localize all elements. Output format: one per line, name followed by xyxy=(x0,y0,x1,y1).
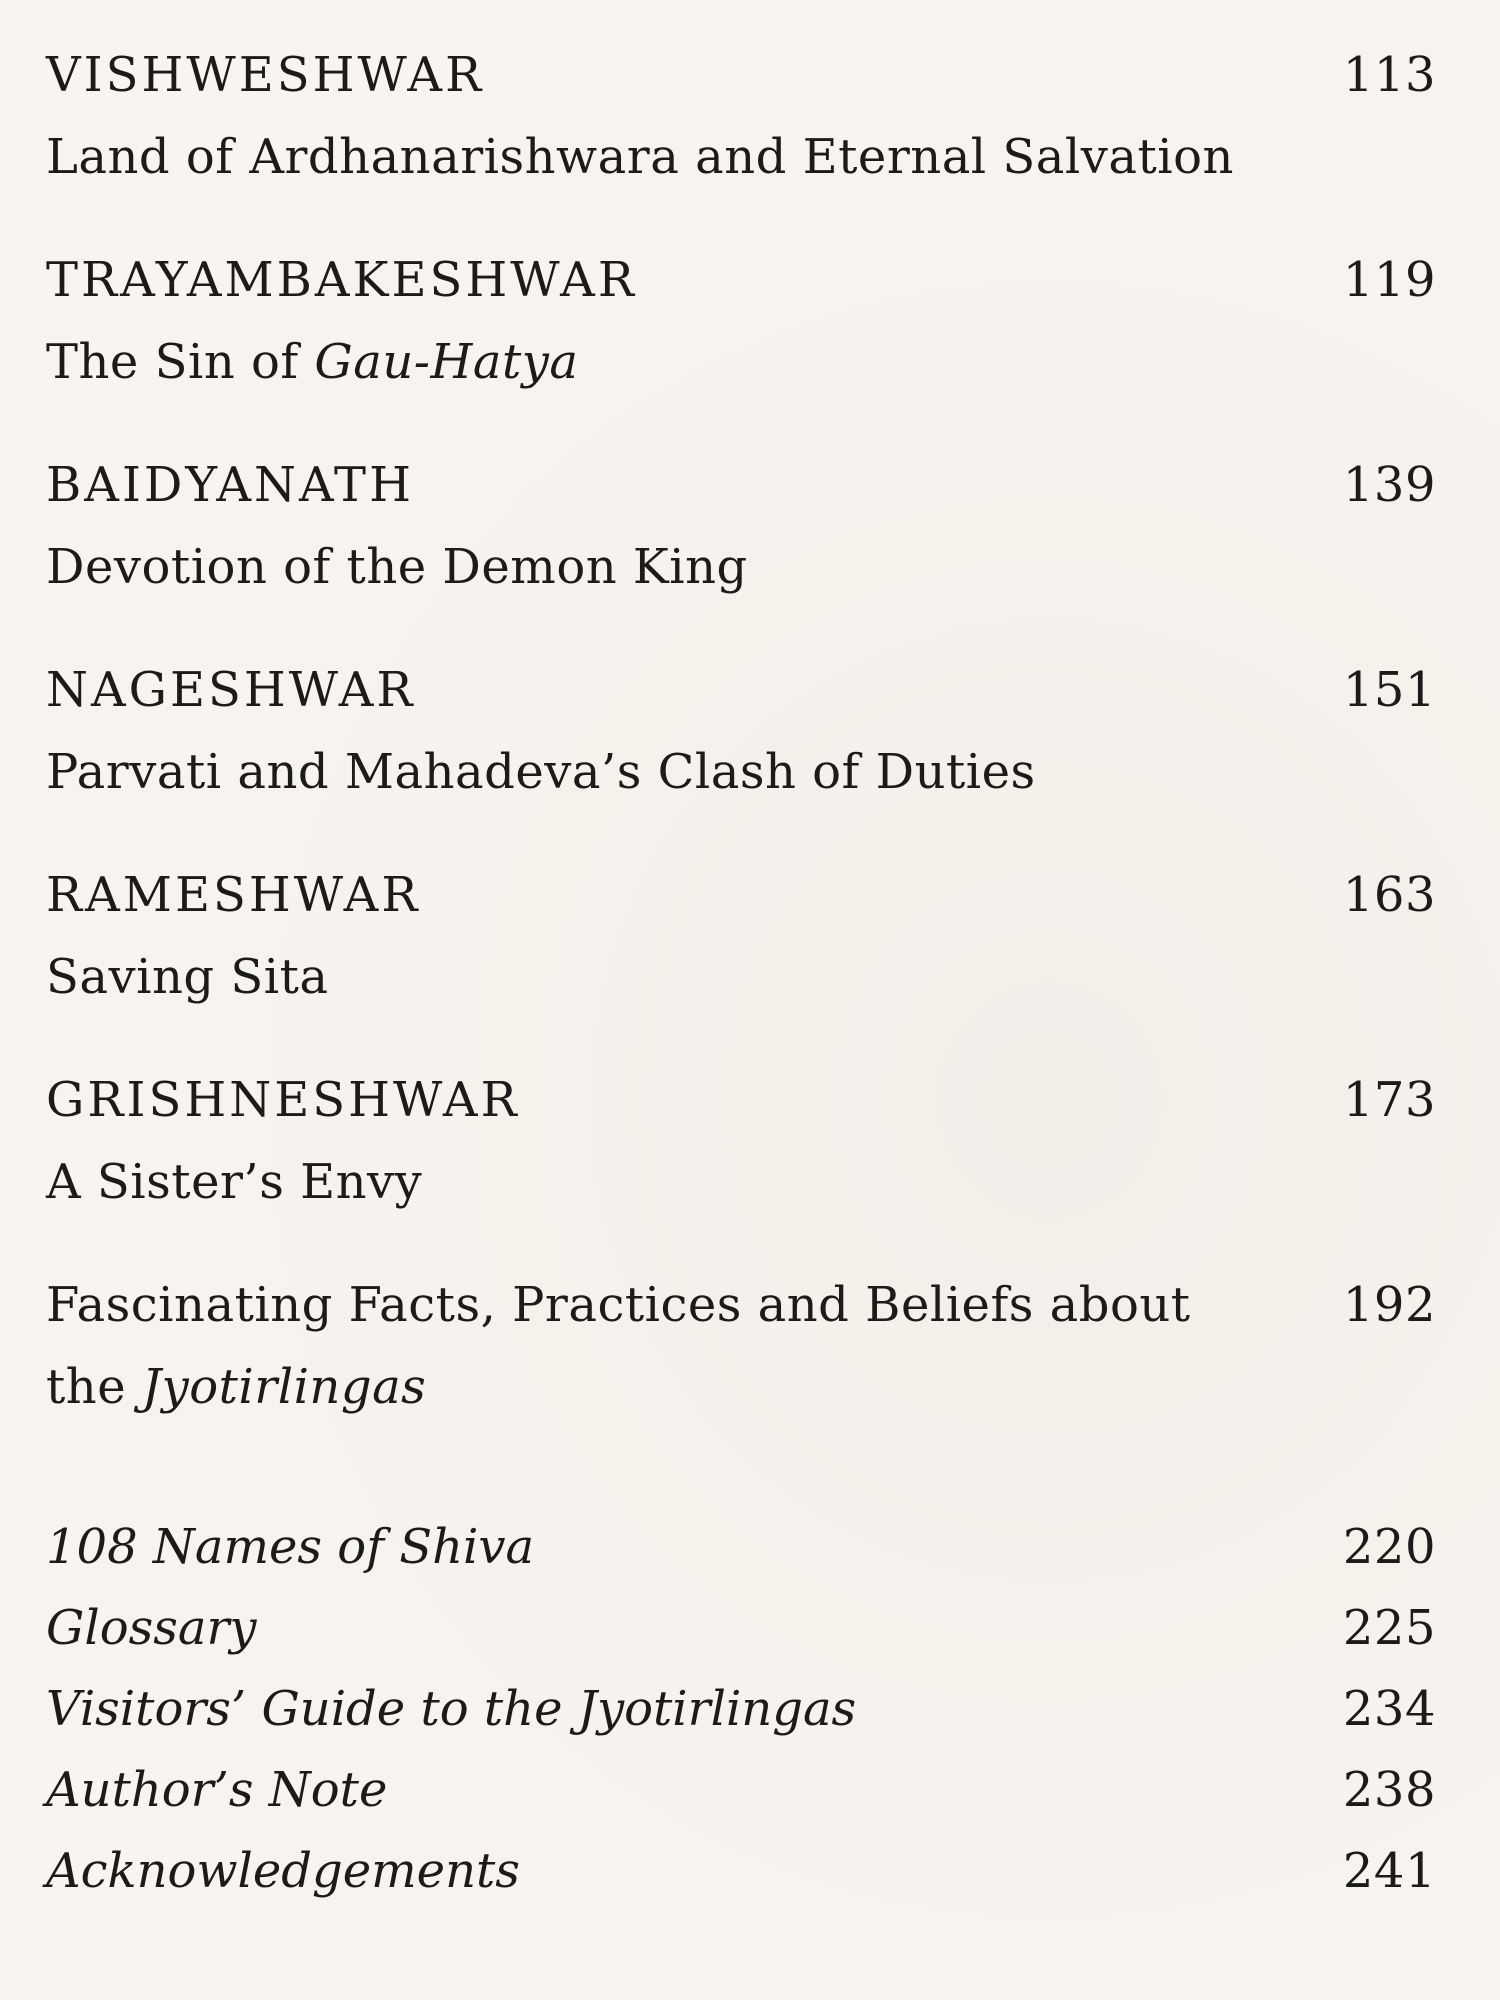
toc-heading: TRAYAMBAKESHWAR xyxy=(46,252,637,308)
toc-subtitle-line xyxy=(46,936,1436,1018)
toc-page-number: 139 xyxy=(1342,457,1436,513)
toc-back-title: 108 Names of Shiva xyxy=(46,1519,535,1575)
toc-entry-grishneshwar xyxy=(46,1059,1436,1223)
toc-entry-rameshwar xyxy=(46,854,1436,1018)
toc-heading-line xyxy=(46,649,1436,731)
toc-subtitle-line xyxy=(46,321,1436,403)
toc-heading: GRISHNESHWAR xyxy=(46,1072,520,1128)
toc-facts-text: the xyxy=(46,1359,142,1415)
toc-page-number: 238 xyxy=(1342,1762,1436,1818)
toc-heading-line xyxy=(46,34,1436,116)
toc-back-acknowledgements xyxy=(46,1830,1436,1912)
toc-heading: NAGESHWAR xyxy=(46,662,416,718)
toc-subtitle: Devotion of the Demon King xyxy=(46,539,748,595)
toc-subtitle-italic-text: Gau-Hatya xyxy=(314,334,579,390)
toc-entry-nageshwar xyxy=(46,649,1436,813)
toc-page-number: 151 xyxy=(1342,662,1436,718)
toc-back-glossary xyxy=(46,1587,1436,1669)
toc-back-names-of-shiva xyxy=(46,1506,1436,1588)
toc-subtitle-line xyxy=(46,1141,1436,1223)
toc-entry-vishweshwar xyxy=(46,34,1436,198)
toc-page-number: 163 xyxy=(1342,867,1436,923)
toc-facts-line-1 xyxy=(46,1264,1436,1346)
toc-heading: VISHWESHWAR xyxy=(46,47,485,103)
toc-page-number: 241 xyxy=(1342,1843,1436,1899)
toc-subtitle: Land of Ardhanarishwara and Eternal Salvation xyxy=(46,129,1234,185)
toc-entry-trayambakeshwar xyxy=(46,239,1436,403)
toc-facts-title: Fascinating Facts, Practices and Beliefs about xyxy=(46,1277,1191,1333)
toc-entry-fascinating-facts xyxy=(46,1264,1436,1428)
toc-heading: BAIDYANATH xyxy=(46,457,414,513)
toc-entry-baidyanath xyxy=(46,444,1436,608)
toc-facts-title-cont xyxy=(46,1359,426,1415)
toc-facts-line-2 xyxy=(46,1346,1436,1428)
toc-page-number: 113 xyxy=(1342,47,1436,103)
toc-page-number: 220 xyxy=(1342,1519,1436,1575)
toc-subtitle: A Sister’s Envy xyxy=(46,1154,423,1210)
toc-subtitle-line xyxy=(46,526,1436,608)
toc-subtitle: Saving Sita xyxy=(46,949,329,1005)
toc-page-number: 192 xyxy=(1342,1277,1436,1333)
toc-page-number: 173 xyxy=(1342,1072,1436,1128)
toc-back-visitors-guide xyxy=(46,1668,1436,1750)
toc-back-title: Visitors’ Guide to the Jyotirlingas xyxy=(46,1681,857,1737)
toc-facts-italic-text: Jyotirlingas xyxy=(141,1359,427,1415)
toc-page-number: 119 xyxy=(1342,252,1436,308)
toc-subtitle: Parvati and Mahadeva’s Clash of Duties xyxy=(46,744,1036,800)
toc-heading-line xyxy=(46,444,1436,526)
toc-page-number: 234 xyxy=(1342,1681,1436,1737)
toc-subtitle-line xyxy=(46,731,1436,813)
toc-back-title: Author’s Note xyxy=(46,1762,388,1818)
toc-subtitle xyxy=(46,334,579,390)
toc-heading-line xyxy=(46,854,1436,936)
toc-heading: RAMESHWAR xyxy=(46,867,421,923)
toc-back-authors-note xyxy=(46,1749,1436,1831)
toc-back-title: Glossary xyxy=(46,1600,257,1656)
toc-subtitle-text: The Sin of xyxy=(46,334,315,390)
toc-heading-line xyxy=(46,239,1436,321)
toc-page-number: 225 xyxy=(1342,1600,1436,1656)
toc-heading-line xyxy=(46,1059,1436,1141)
toc-back-title: Acknowledgements xyxy=(46,1843,520,1899)
toc-subtitle-line xyxy=(46,116,1436,198)
